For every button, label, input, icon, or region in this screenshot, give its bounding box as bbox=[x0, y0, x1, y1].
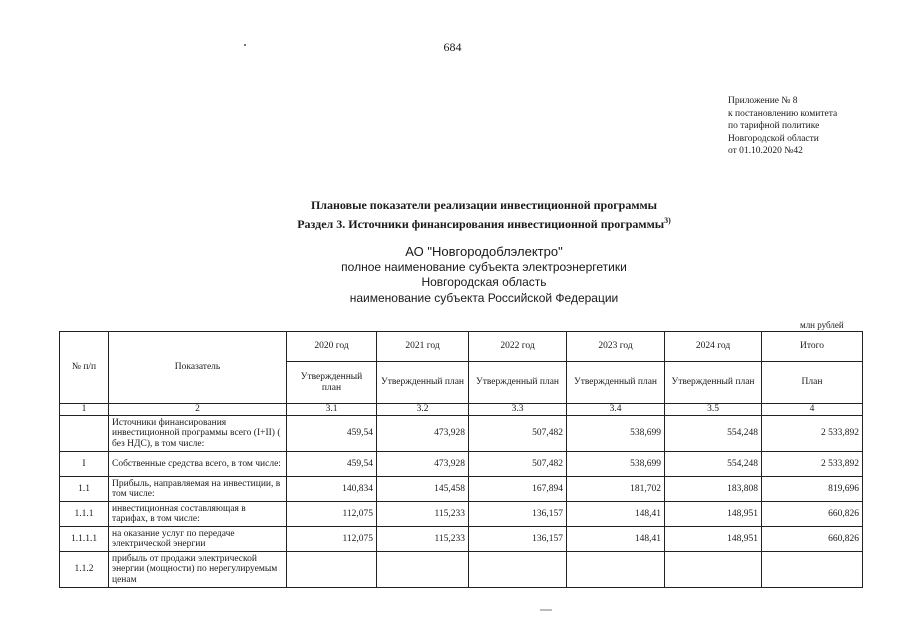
header-num: № п/п bbox=[60, 332, 109, 404]
index-cell: 3.1 bbox=[287, 404, 377, 416]
header-year: 2022 год bbox=[469, 332, 567, 362]
document-title bbox=[0, 197, 905, 232]
index-cell: 1 bbox=[60, 404, 109, 416]
appendix-line: к постановлению комитета bbox=[728, 108, 838, 119]
row-value bbox=[377, 552, 469, 588]
row-value bbox=[469, 552, 567, 588]
row-value: 145,458 bbox=[377, 477, 469, 502]
row-name: инвестиционная составляющая в тарифах, в том числе: bbox=[109, 502, 287, 527]
index-cell: 4 bbox=[762, 404, 863, 416]
row-name: Источники финансирования инвестиционной программы всего (I+II) ( без НДС), в том числе: bbox=[109, 416, 287, 452]
table-row bbox=[60, 552, 863, 588]
header-plan: Утвержденный план bbox=[287, 362, 377, 404]
row-value: 148,951 bbox=[665, 502, 762, 527]
index-cell: 3.5 bbox=[665, 404, 762, 416]
header-total: Итого bbox=[762, 332, 863, 362]
row-value: 183,808 bbox=[665, 477, 762, 502]
index-cell: 3.3 bbox=[469, 404, 567, 416]
row-value: 148,41 bbox=[567, 502, 665, 527]
row-value: 140,834 bbox=[287, 477, 377, 502]
row-value bbox=[287, 552, 377, 588]
row-value: 538,699 bbox=[567, 452, 665, 477]
row-value: 112,075 bbox=[287, 502, 377, 527]
row-value: 136,157 bbox=[469, 527, 567, 552]
header-row-years bbox=[60, 332, 863, 362]
region-name: Новгородская область bbox=[421, 275, 547, 289]
row-value: 459,54 bbox=[287, 452, 377, 477]
appendix-line: по тарифной политике bbox=[728, 121, 820, 131]
header-plan: Утвержденный план bbox=[469, 362, 567, 404]
row-value: 473,928 bbox=[377, 452, 469, 477]
title-line-1: Плановые показатели реализации инвестиционной программы bbox=[310, 198, 658, 212]
row-value: 115,233 bbox=[377, 527, 469, 552]
organization-block bbox=[0, 244, 905, 306]
table-row bbox=[60, 502, 863, 527]
row-num: 1.1.2 bbox=[60, 552, 109, 588]
page-number: 684 bbox=[443, 40, 462, 54]
row-value: 2 533,892 bbox=[762, 416, 863, 452]
appendix-line: Приложение № 8 bbox=[728, 96, 798, 106]
row-value: 660,826 bbox=[762, 527, 863, 552]
row-num: 1.1.1.1 bbox=[60, 527, 109, 552]
title-line-2 bbox=[0, 213, 905, 232]
row-value bbox=[665, 552, 762, 588]
header-plan: Утвержденный план bbox=[665, 362, 762, 404]
financing-table bbox=[59, 331, 863, 588]
table-row bbox=[60, 477, 863, 502]
row-value: 554,248 bbox=[665, 416, 762, 452]
header-year: 2020 год bbox=[287, 332, 377, 362]
index-row bbox=[60, 404, 863, 416]
scan-speck bbox=[244, 44, 246, 46]
title-footnote: 3) bbox=[664, 216, 671, 225]
row-value: 660,826 bbox=[762, 502, 863, 527]
row-value: 507,482 bbox=[469, 452, 567, 477]
table-row bbox=[60, 527, 863, 552]
row-value: 181,702 bbox=[567, 477, 665, 502]
row-value: 167,894 bbox=[469, 477, 567, 502]
row-num: 1.1 bbox=[60, 477, 109, 502]
row-value bbox=[567, 552, 665, 588]
header-total-plan: План bbox=[762, 362, 863, 404]
row-name: на оказание услуг по передаче электрической энергии bbox=[109, 527, 287, 552]
index-cell: 3.4 bbox=[567, 404, 665, 416]
header-year: 2023 год bbox=[567, 332, 665, 362]
appendix-line: от 01.10.2020 №42 bbox=[728, 146, 803, 156]
row-num bbox=[60, 416, 109, 452]
row-value: 148,41 bbox=[567, 527, 665, 552]
row-value: 112,075 bbox=[287, 527, 377, 552]
row-value bbox=[762, 552, 863, 588]
appendix-block bbox=[728, 95, 837, 158]
row-value: 538,699 bbox=[567, 416, 665, 452]
header-plan: Утвержденный план bbox=[567, 362, 665, 404]
index-cell: 3.2 bbox=[377, 404, 469, 416]
row-value: 819,696 bbox=[762, 477, 863, 502]
header-year: 2021 год bbox=[377, 332, 469, 362]
row-name: Прибыль, направляемая на инвестиции, в том числе: bbox=[109, 477, 287, 502]
row-name: Собственные средства всего, в том числе: bbox=[109, 452, 287, 477]
organization-caption: полное наименование субъекта электроэнергетики bbox=[341, 259, 627, 274]
row-value: 459,54 bbox=[287, 416, 377, 452]
header-indicator: Показатель bbox=[109, 332, 287, 404]
units-label: млн рублей bbox=[800, 320, 844, 330]
table-row bbox=[60, 452, 863, 477]
row-name: прибыль от продажи электрической энергии (мощности) по нерегулируемым ценам bbox=[109, 552, 287, 588]
row-value: 507,482 bbox=[469, 416, 567, 452]
appendix-line: Новгородской области bbox=[728, 133, 819, 144]
row-value: 136,157 bbox=[469, 502, 567, 527]
header-year: 2024 год bbox=[665, 332, 762, 362]
row-value: 115,233 bbox=[377, 502, 469, 527]
header-plan: Утвержденный план bbox=[377, 362, 469, 404]
title-line-2-text: Раздел 3. Источники финансирования инвестиционной программы bbox=[297, 217, 665, 231]
table-row bbox=[60, 416, 863, 452]
row-value: 148,951 bbox=[665, 527, 762, 552]
region-caption: наименование субъекта Российской Федерации bbox=[349, 290, 619, 305]
scan-speck bbox=[540, 609, 552, 611]
row-num: I bbox=[60, 452, 109, 477]
index-cell: 2 bbox=[109, 404, 287, 416]
row-num: 1.1.1 bbox=[60, 502, 109, 527]
organization-name: АО "Новгородоблэлектро" bbox=[405, 244, 563, 259]
row-value: 473,928 bbox=[377, 416, 469, 452]
row-value: 2 533,892 bbox=[762, 452, 863, 477]
row-value: 554,248 bbox=[665, 452, 762, 477]
